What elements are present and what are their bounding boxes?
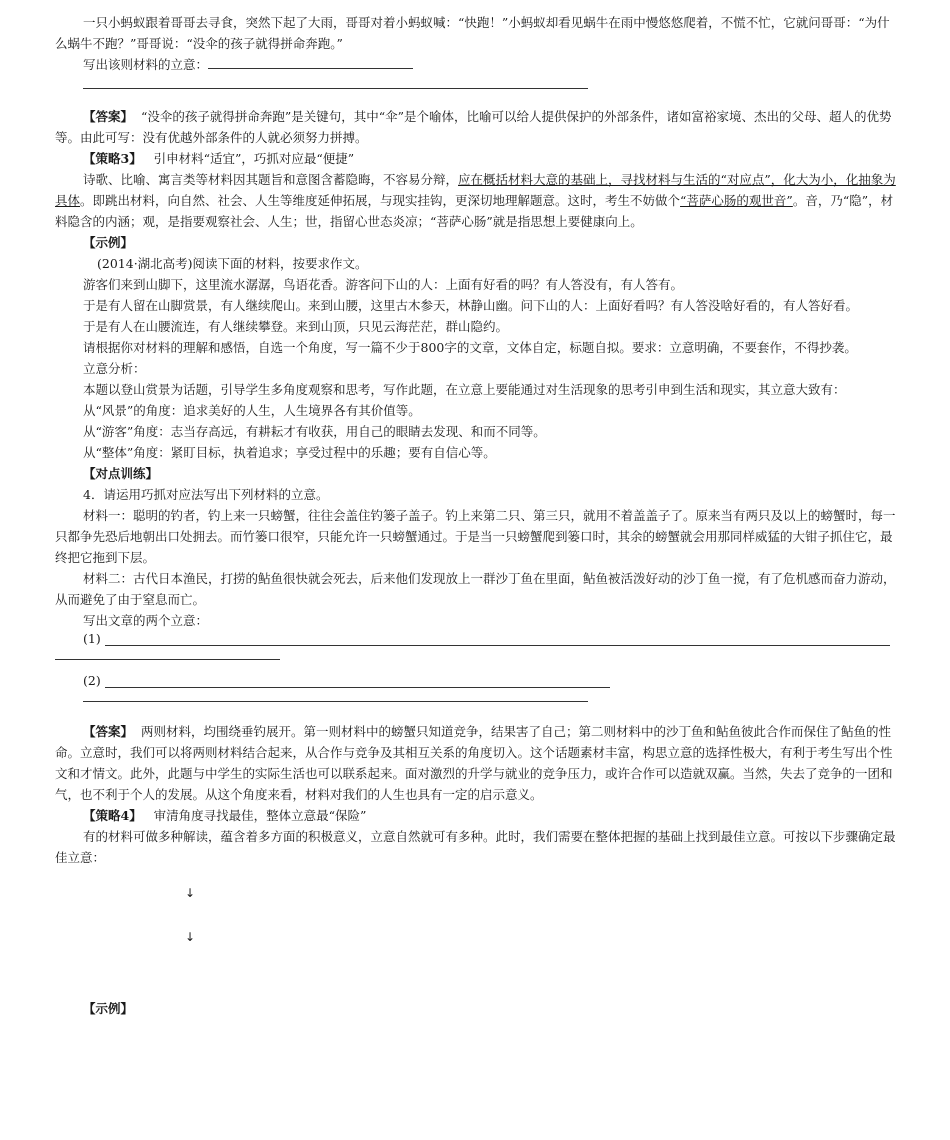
story-prompt-label: 写出该则材料的立意： [83,57,209,72]
blank-2-label: (2) [83,673,101,688]
strategy-3-heading [55,148,900,169]
strategy-4-title: 审清角度寻找最佳，整体立意最“保险” [153,808,367,823]
blank-1-label: (1) [83,631,101,646]
strategy-3-underlined-b: 应在概括材料大意的基础上，寻找材料与生活的“对应点”，化大为小，化抽象为具体 [55,172,896,208]
training-question: 4．请运用巧抓对应法写出下列材料的立意。 [83,487,329,502]
example-1-p4: 请根据你对材料的理解和感悟，自选一个角度，写一篇不少于800字的文章，文体自定，标题自拟。要求：立意明确，不要套作，不得抄袭。 [83,340,857,355]
strategy-4-paragraph: 有的材料可做多种解读，蕴含着多方面的积极意义，立意自然就可有多种。此时，我们需要在整体把握的基础上找到最佳立意。可按以下步骤确定最佳立意： [55,829,896,865]
strategy-3-title: 引申材料“适宜”，巧抓对应最“便捷” [153,151,355,166]
training-material-2: 材料二：古代日本渔民，打捞的鲇鱼很快就会死去，后来他们发现放上一群沙丁鱼在里面，鲇鱼被活泼好动的沙丁鱼一搅，有了危机感而奋力游动，从而避免了由于窒息而亡。 [55,571,896,607]
example-1-analysis-title: 立意分析： [83,361,146,376]
answer-text: “没伞的孩子就得拼命奔跑”是关键句，其中“伞”是个喻体，比喻可以给人提供保护的外部条件，诸如富裕家境、杰出的父母、超人的优势等。由此可写：没有优越外部条件的人就必须努力拼搏。 [55,109,892,145]
example-1-p1: 游客们来到山脚下，这里流水潺潺，鸟语花香。游客问下山的人：上面有好看的吗？有人答没有，有人答有。 [83,277,684,292]
training-material-1: 材料一：聪明的钓者，钓上来一只螃蟹，往往会盖住钓篓子盖子。钓上来第二只、第三只，就用不着盖盖子了。原来当有两只及以上的螃蟹时，每一只都争先恐后地朝出口处拥去。而竹篓口很窄，只能允许一只螃蟹通过。于是当一只螃蟹爬到篓口时，其余的螃蟹就会用那同样威猛的大钳子抓住它，最终把它拖到下层。 [55,508,896,565]
example-1-angle-3: 从“整体”角度：紧盯目标，执着追求；享受过程中的乐趣；要有自信心等。 [83,445,496,460]
story-paragraph: 一只小蚂蚁跟着哥哥去寻食，突然下起了大雨，哥哥对着小蚂蚁喊：“快跑！”小蚂蚁却看见蜗牛在雨中慢悠悠爬着，不慌不忙，它就问哥哥：“为什么蜗牛不跑？”哥哥说：“没伞的孩子就得拼命奔跑。” [55,15,890,51]
example-1-analysis: 本题以登山赏景为话题，引导学生多角度观察和思考，写作此题，在立意上要能通过对生活现象的思考引申到生活和现实，其立意大致有： [83,382,846,397]
strategy-3-text-a: 诗歌、比喻、寓言类等材料因其题旨和意图含蓄隐晦，不容易分辩， [83,172,459,187]
answer-blank-inline[interactable] [208,56,413,69]
example-1-p2: 于是有人留在山脚赏景，有人继续爬山。来到山腰，这里古木参天，林静山幽。问下山的人：上面好看吗？有人答没啥好看的，有人答好看。 [83,298,859,313]
strategy-4-tag: 【策略4】 [83,808,142,823]
down-arrow-icon: ↓ [185,930,196,944]
example-1-p3: 于是有人在山腰流连，有人继续攀登。来到山顶，只见云海茫茫，群山隐约。 [83,319,509,334]
strategy-3-paragraph [55,169,900,232]
example-1-angle-2: 从“游客”角度：志当存高远，有耕耘才有收获，用自己的眼睛去发现、和而不同等。 [83,424,546,439]
answer-blank-row[interactable] [55,75,900,96]
answer-tag: 【答案】 [83,109,134,124]
example-1-source: (2014·湖北高考)阅读下面的材料，按要求作文。 [97,256,368,271]
answer-paragraph-2 [55,721,900,805]
strategy-3-tag: 【策略3】 [83,151,142,166]
document-page [55,12,900,1019]
answer-blank-2[interactable] [55,673,900,694]
down-arrow-icon: ↓ [185,886,196,900]
story-prompt [55,54,900,75]
strategy-3-text-e: 。音，乃“隐”，材料隐含的内涵；观，是指要观察社会、人生；世，指留心世态炎凉；“菩萨心肠”就是指思想上要健康向上。 [55,193,894,229]
example-1-angle-1: 从“风景”的角度：追求美好的人生，人生境界各有其价值等。 [83,403,421,418]
answer-blank-1[interactable] [55,631,900,652]
training-tag: 【对点训练】 [83,466,159,481]
strategy-4-heading [55,805,900,826]
strategy-3-underlined-d: “菩萨心肠的观世音” [680,193,793,208]
answer-2-tag: 【答案】 [83,724,134,739]
strategy-3-text-c: 。即跳出材料，向自然、社会、人生等维度延伸拓展，与现实挂钩，更深切地理解题意。这时，考生不妨做个 [80,193,681,208]
training-prompt: 写出文章的两个立意： [83,613,209,628]
answer-2-text: 两则材料，均围绕垂钓展开。第一则材料中的螃蟹只知道竞争，结果害了自己；第二则材料中的沙丁鱼和鲇鱼彼此合作而保住了鲇鱼的性命。立意时，我们可以将两则材料结合起来，从合作与竞争及其相互关系的角度切入。这个话题素材丰富，构思立意的选择性极大，有利于考生写出个性文和才情文。此外，此题与中学生的实际生活也可以联系起来。面对激烈的升学与就业的竞争压力，或许合作可以造就双赢。当然，失去了竞争的一团和气，也不利于个人的发展。从这个角度来看，材料对我们的人生也具有一定的启示意义。 [55,724,893,802]
answer-blank-1-continued[interactable] [55,652,900,673]
example-1-tag: 【示例】 [83,235,134,250]
answer-blank-2-continued[interactable] [55,694,900,715]
example-2-tag: 【示例】 [83,1001,134,1016]
answer-paragraph-1 [55,106,900,148]
flowchart-area [55,868,900,998]
